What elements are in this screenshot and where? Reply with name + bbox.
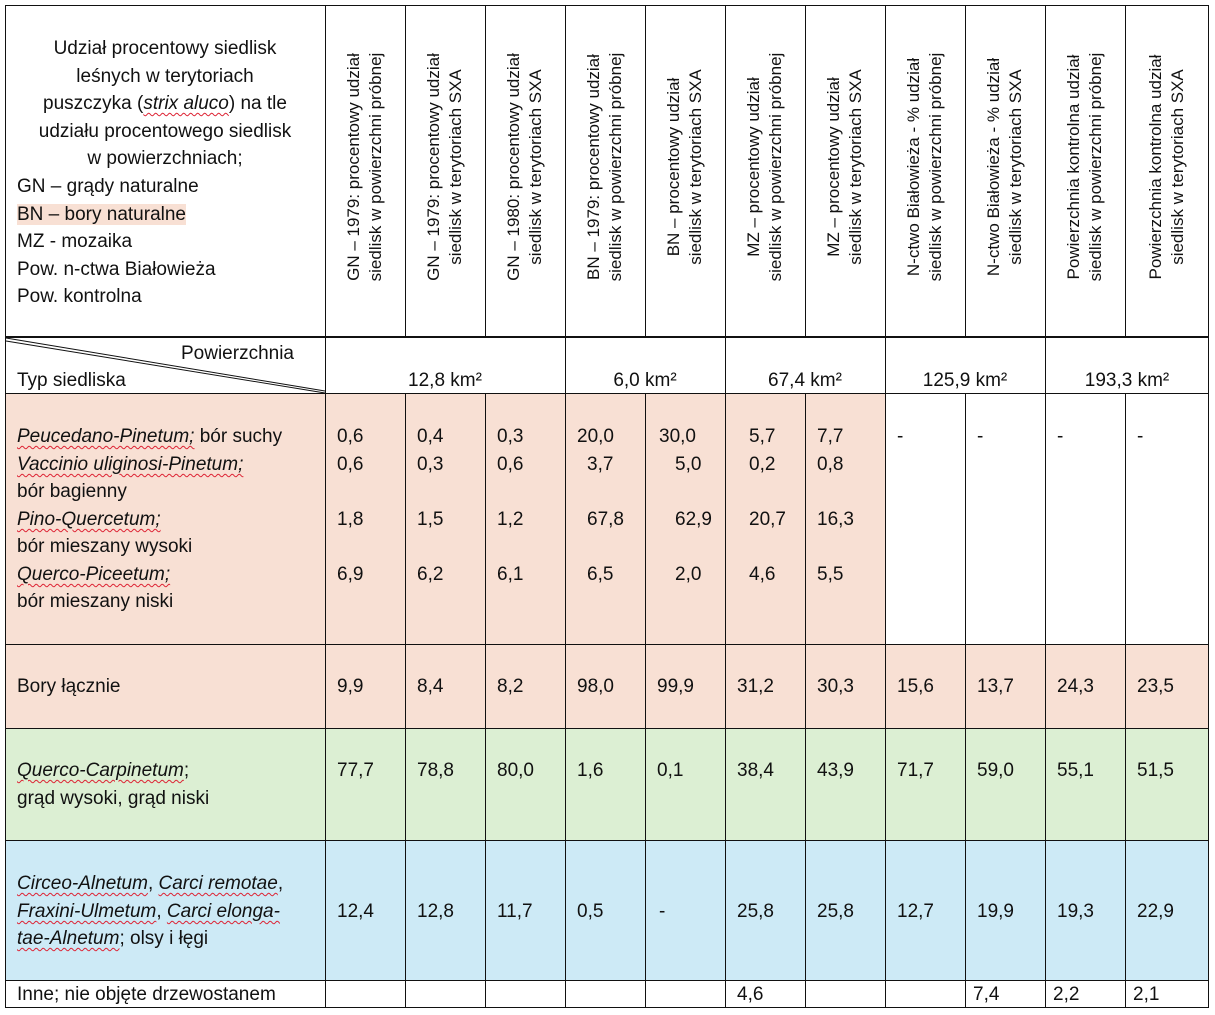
oak-value-cell: 0,1 bbox=[657, 760, 684, 781]
area-diagonal-bottom: Typ siedliska bbox=[17, 370, 126, 391]
oak-label-2: grąd wysoki, grąd niski bbox=[17, 788, 210, 809]
grid-line bbox=[645, 393, 646, 1008]
grid-line bbox=[645, 5, 646, 337]
pine-value-cell: 6,5 bbox=[587, 564, 614, 585]
grid-line bbox=[405, 393, 406, 1008]
column-header-10 bbox=[1063, 11, 1107, 323]
alder-label-2: Fraxini-Ulmetum, Carci elonga- bbox=[17, 901, 280, 922]
pine-total-cell: 31,2 bbox=[737, 676, 774, 697]
other-value-cell: 4,6 bbox=[737, 984, 764, 1005]
legend-control: Pow. kontrolna bbox=[17, 286, 142, 308]
pine-value-cell: 0,6 bbox=[337, 454, 364, 475]
pine-value-cell: - bbox=[1137, 426, 1144, 447]
grid-line bbox=[405, 5, 406, 337]
other-value-cell: 7,4 bbox=[973, 984, 1000, 1005]
column-header-4 bbox=[583, 11, 627, 323]
pine-total-cell: 30,3 bbox=[817, 676, 854, 697]
grid-line bbox=[565, 5, 566, 1008]
pine-value-cell: 5,0 bbox=[675, 454, 702, 475]
grid-line bbox=[485, 393, 486, 1008]
pine-value-cell: 0,4 bbox=[417, 426, 444, 447]
title-line-2: leśnych w terytoriach bbox=[76, 65, 254, 87]
pine-total-cell: 98,0 bbox=[577, 676, 614, 697]
pine-total-cell: 99,9 bbox=[657, 676, 694, 697]
oak-value-cell: 71,7 bbox=[897, 760, 934, 781]
pine-label-2: Vaccinio uliginosi-Pinetum; bbox=[17, 454, 244, 475]
pine-value-cell: 67,8 bbox=[587, 509, 624, 530]
pine-total-cell: 15,6 bbox=[897, 676, 934, 697]
pine-total-cell: 9,9 bbox=[337, 676, 364, 697]
column-header-line: MZ – procentowy udział bbox=[744, 77, 763, 257]
column-header-line: siedlisk w powierzchni próbnej bbox=[766, 52, 785, 282]
oak-value-cell: 1,6 bbox=[577, 760, 604, 781]
grid-line bbox=[805, 393, 806, 1008]
pine-value-cell: 16,3 bbox=[817, 509, 854, 530]
grid-line bbox=[965, 5, 966, 337]
column-header-line: GN – 1979: procentowy udział bbox=[344, 53, 363, 281]
column-header-7 bbox=[823, 11, 867, 323]
column-header-line: Powierzchnia kontrolna udział bbox=[1146, 54, 1165, 280]
column-header-line: GN – 1980: procentowy udział bbox=[504, 53, 523, 281]
legend-gn: GN – grądy naturalne bbox=[17, 175, 199, 197]
pine-total-cell: 23,5 bbox=[1137, 676, 1174, 697]
alder-value-cell: 19,9 bbox=[977, 901, 1014, 922]
pine-value-cell: 1,2 bbox=[497, 509, 524, 530]
other-value-cell: 2,2 bbox=[1053, 984, 1080, 1005]
pine-value-cell: 1,5 bbox=[417, 509, 444, 530]
title-line-3: puszczyka (strix aluco) na tle bbox=[43, 93, 287, 115]
column-header-line: siedlisk w terytoriach SXA bbox=[1006, 69, 1025, 265]
other-label: Inne; nie objęte drzewostanem bbox=[17, 984, 276, 1005]
oak-value-cell: 78,8 bbox=[417, 760, 454, 781]
pine-value-cell: 2,0 bbox=[675, 564, 702, 585]
column-header-line: BN – procentowy udział bbox=[664, 77, 683, 257]
pine-label-7: bór mieszany niski bbox=[17, 591, 174, 612]
column-header-line: GN – 1979: procentowy udział bbox=[424, 53, 443, 281]
column-header-line: siedlisk w terytoriach SXA bbox=[686, 69, 705, 265]
column-header-9 bbox=[983, 11, 1027, 323]
alder-value-cell: 11,7 bbox=[497, 901, 533, 922]
grid-line bbox=[5, 728, 1209, 729]
alder-value-cell: 25,8 bbox=[817, 901, 854, 922]
area-diagonal-line bbox=[5, 336, 326, 394]
pine-label-5: bór mieszany wysoki bbox=[17, 536, 193, 557]
area-bn: 6,0 km² bbox=[613, 370, 677, 391]
title-line-5: w powierzchniach; bbox=[87, 148, 243, 170]
column-header-line: siedlisk w terytoriach SXA bbox=[446, 69, 465, 265]
alder-value-cell: 25,8 bbox=[737, 901, 774, 922]
column-header-line: N-ctwo Białowieża - % udział bbox=[904, 57, 923, 277]
grid-line bbox=[1125, 393, 1126, 1008]
alder-value-cell: 0,5 bbox=[577, 901, 604, 922]
pine-label-3: bór bagienny bbox=[17, 481, 127, 502]
column-header-2 bbox=[423, 11, 467, 323]
grid-line bbox=[325, 5, 326, 1008]
pine-value-cell: 30,0 bbox=[659, 426, 696, 447]
legend-bialowieza: Pow. n-ctwa Białowieża bbox=[17, 258, 216, 280]
pine-total-cell: 24,3 bbox=[1057, 676, 1094, 697]
pine-value-cell: 62,9 bbox=[675, 509, 712, 530]
oak-value-cell: 43,9 bbox=[817, 760, 854, 781]
grid-line bbox=[485, 5, 486, 337]
grid-line bbox=[5, 840, 1209, 841]
pine-total-cell: 13,7 bbox=[977, 676, 1014, 697]
grid-line bbox=[5, 5, 6, 1008]
pine-value-cell: 6,2 bbox=[417, 564, 444, 585]
grid-line bbox=[5, 644, 1209, 645]
pine-value-cell: 7,7 bbox=[817, 426, 844, 447]
grid-line bbox=[805, 5, 806, 337]
pine-value-cell: 6,9 bbox=[337, 564, 364, 585]
legend-bn: BN – bory naturalne bbox=[17, 203, 186, 225]
area-diagonal-top: Powierzchnia bbox=[181, 343, 294, 364]
pine-value-cell: 20,0 bbox=[577, 426, 614, 447]
title-line-1: Udział procentowy siedlisk bbox=[53, 38, 277, 59]
oak-value-cell: 59,0 bbox=[977, 760, 1014, 781]
column-header-8 bbox=[903, 11, 947, 323]
column-header-line: siedlisk w powierzchni próbnej bbox=[1086, 52, 1105, 282]
column-header-line: N-ctwo Białowieża - % udział bbox=[984, 57, 1003, 277]
grid-line bbox=[5, 5, 1209, 6]
pine-value-cell: 4,6 bbox=[749, 564, 776, 585]
pine-value-cell: 20,7 bbox=[749, 509, 786, 530]
grid-line bbox=[965, 393, 966, 1008]
pine-value-cell: - bbox=[1057, 426, 1064, 447]
alder-value-cell: 19,3 bbox=[1057, 901, 1094, 922]
pine-value-cell: 0,2 bbox=[749, 454, 776, 475]
pine-total-cell: 8,4 bbox=[417, 676, 444, 697]
alder-value-cell: 22,9 bbox=[1137, 901, 1174, 922]
column-header-line: MZ – procentowy udział bbox=[824, 77, 843, 257]
alder-value-cell: 12,7 bbox=[897, 901, 934, 922]
grid-line bbox=[725, 5, 726, 1008]
pine-total-cell: 8,2 bbox=[497, 676, 524, 697]
column-header-line: siedlisk w terytoriach SXA bbox=[1168, 69, 1187, 265]
column-header-5 bbox=[663, 11, 707, 323]
pine-value-cell: 0,6 bbox=[337, 426, 364, 447]
pine-value-cell: 0,6 bbox=[497, 454, 524, 475]
pine-label-4: Pino-Quercetum; bbox=[17, 509, 161, 530]
pine-value-cell: 5,7 bbox=[749, 426, 776, 447]
column-header-11 bbox=[1145, 11, 1189, 323]
pine-value-cell: 0,8 bbox=[817, 454, 844, 475]
pine-value-cell: 5,5 bbox=[817, 564, 844, 585]
grid-line bbox=[5, 980, 1209, 981]
legend-mz: MZ - mozaika bbox=[17, 231, 133, 253]
area-gn: 12,8 km² bbox=[408, 370, 482, 391]
alder-value-cell: - bbox=[659, 901, 666, 922]
area-bialowieza: 125,9 km² bbox=[922, 370, 1008, 391]
grid-line bbox=[1125, 5, 1126, 337]
grid-line bbox=[1208, 5, 1209, 1008]
alder-label-1: Circeo-Alnetum, Carci remotae, bbox=[17, 873, 284, 894]
column-header-line: siedlisk w powierzchni próbnej bbox=[926, 52, 945, 282]
pine-value-cell: - bbox=[897, 426, 904, 447]
column-header-line: siedlisk w terytoriach SXA bbox=[846, 69, 865, 265]
column-header-1 bbox=[343, 11, 387, 323]
pine-label-6: Querco-Piceetum; bbox=[17, 564, 171, 585]
pine-value-cell: 3,7 bbox=[587, 454, 614, 475]
pine-value-cell: - bbox=[977, 426, 984, 447]
oak-value-cell: 55,1 bbox=[1057, 760, 1094, 781]
column-header-6 bbox=[743, 11, 787, 323]
grid-line bbox=[885, 5, 886, 1008]
oak-label-1: Querco-Carpinetum; bbox=[17, 760, 190, 781]
oak-value-cell: 51,5 bbox=[1137, 760, 1174, 781]
table-title bbox=[5, 35, 325, 311]
column-header-line: siedlisk w powierzchni próbnej bbox=[366, 52, 385, 282]
alder-label-3: tae-Alnetum; olsy i łęgi bbox=[17, 928, 209, 949]
oak-value-cell: 80,0 bbox=[497, 760, 534, 781]
oak-value-cell: 38,4 bbox=[737, 760, 774, 781]
pine-value-cell: 0,3 bbox=[497, 426, 524, 447]
alder-value-cell: 12,8 bbox=[417, 901, 454, 922]
pine-value-cell: 1,8 bbox=[337, 509, 364, 530]
pine-label-1: Peucedano-Pinetum; bór suchy bbox=[17, 426, 283, 447]
title-line-4: udziału procentowego siedlisk bbox=[38, 120, 292, 142]
other-value-cell: 2,1 bbox=[1133, 984, 1160, 1005]
area-control: 193,3 km² bbox=[1084, 370, 1170, 391]
pine-value-cell: 6,1 bbox=[497, 564, 524, 585]
pine-value-cell: 0,3 bbox=[417, 454, 444, 475]
column-header-3 bbox=[503, 11, 547, 323]
grid-line bbox=[1045, 5, 1046, 1008]
grid-line bbox=[5, 1007, 1209, 1008]
oak-value-cell: 77,7 bbox=[337, 760, 374, 781]
alder-value-cell: 12,4 bbox=[337, 901, 374, 922]
area-mz: 67,4 km² bbox=[768, 370, 842, 391]
column-header-line: siedlisk w terytoriach SXA bbox=[526, 69, 545, 265]
column-header-line: Powierzchnia kontrolna udział bbox=[1064, 54, 1083, 280]
column-header-line: BN – 1979: procentowy udział bbox=[584, 54, 603, 280]
column-header-line: siedlisk w powierzchni próbnej bbox=[606, 52, 625, 282]
pine-total-label: Bory łącznie bbox=[17, 676, 121, 697]
habitat-table bbox=[5, 5, 1209, 1008]
